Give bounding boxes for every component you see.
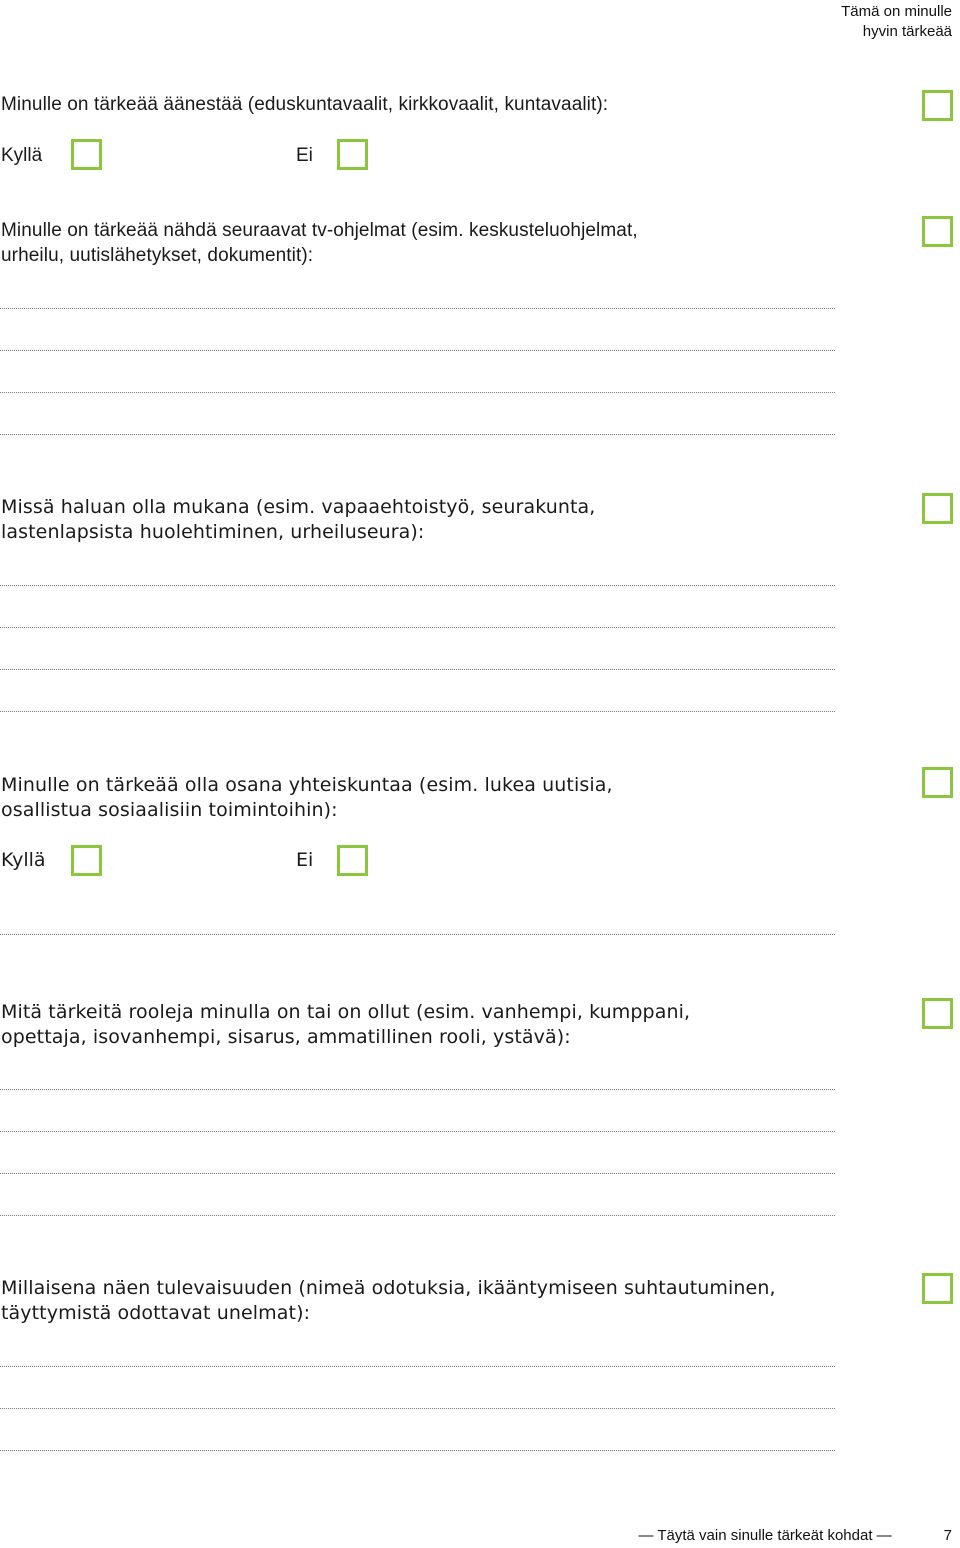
question-roles	[1, 1000, 690, 1050]
importance-checkbox-future[interactable]	[922, 1273, 953, 1304]
answer-line[interactable]	[0, 434, 835, 435]
question-text-line2: osallistua sosiaalisiin toimintoihin):	[1, 799, 338, 821]
question-text-line1: Minulle on tärkeää olla osana yhteiskuntaa (esim. lukea uutisia,	[1, 774, 613, 796]
answer-line[interactable]	[0, 1450, 835, 1451]
question-future	[1, 1276, 776, 1326]
section-divider-line	[0, 934, 835, 935]
importance-checkbox-society[interactable]	[922, 767, 953, 798]
page-number: 7	[943, 1527, 952, 1544]
question-tv-programs	[1, 218, 638, 268]
answer-line[interactable]	[0, 1173, 835, 1174]
question-text-line2: lastenlapsista huolehtiminen, urheiluseura):	[1, 521, 425, 543]
no-checkbox-voting[interactable]	[337, 139, 368, 170]
yes-checkbox-society[interactable]	[71, 845, 102, 876]
page-footer	[638, 1526, 952, 1546]
yes-label: Kyllä	[1, 145, 43, 166]
importance-header-line2: hyvin tärkeää	[862, 23, 952, 40]
answer-line[interactable]	[0, 627, 835, 628]
question-participation	[1, 495, 595, 545]
importance-checkbox-roles[interactable]	[922, 998, 953, 1029]
question-voting	[1, 92, 608, 117]
answer-line[interactable]	[0, 711, 835, 712]
importance-header-line1: Tämä on minulle	[841, 3, 952, 20]
yes-checkbox-voting[interactable]	[71, 139, 102, 170]
answer-line[interactable]	[0, 1215, 835, 1216]
question-text: Minulle on tärkeää äänestää (eduskuntavaalit, kirkkovaalit, kuntavaalit):	[1, 94, 609, 115]
answer-line[interactable]	[0, 1089, 835, 1090]
importance-checkbox-participation[interactable]	[922, 493, 953, 524]
importance-checkbox-tv-programs[interactable]	[922, 216, 953, 247]
answer-line[interactable]	[0, 585, 835, 586]
answer-line[interactable]	[0, 1366, 835, 1367]
answer-line[interactable]	[0, 308, 835, 309]
question-text-line2: opettaja, isovanhempi, sisarus, ammatillinen rooli, ystävä):	[1, 1026, 571, 1048]
answer-line[interactable]	[0, 1408, 835, 1409]
no-checkbox-society[interactable]	[337, 845, 368, 876]
question-text-line1: Mitä tärkeitä rooleja minulla on tai on ollut (esim. vanhempi, kumppani,	[1, 1001, 691, 1023]
question-society	[1, 773, 613, 823]
question-text-line1: Minulle on tärkeää nähdä seuraavat tv-ohjelmat (esim. keskusteluohjelmat,	[1, 220, 638, 241]
answer-line[interactable]	[0, 1131, 835, 1132]
importance-column-header	[841, 2, 952, 42]
answer-line[interactable]	[0, 392, 835, 393]
question-text-line1: Millaisena näen tulevaisuuden (nimeä odotuksia, ikääntymiseen suhtautuminen,	[1, 1277, 776, 1299]
footer-note: — Täytä vain sinulle tärkeät kohdat —	[638, 1527, 892, 1544]
importance-checkbox-voting[interactable]	[922, 90, 953, 121]
question-text-line2: urheilu, uutislähetykset, dokumentit):	[1, 245, 314, 266]
no-label: Ei	[296, 145, 313, 166]
question-text-line1: Missä haluan olla mukana (esim. vapaaehtoistyö, seurakunta,	[1, 496, 596, 518]
yes-label: Kyllä	[1, 849, 46, 871]
no-label: Ei	[296, 849, 314, 871]
answer-line[interactable]	[0, 350, 835, 351]
answer-line[interactable]	[0, 669, 835, 670]
question-text-line2: täyttymistä odottavat unelmat):	[1, 1302, 311, 1324]
